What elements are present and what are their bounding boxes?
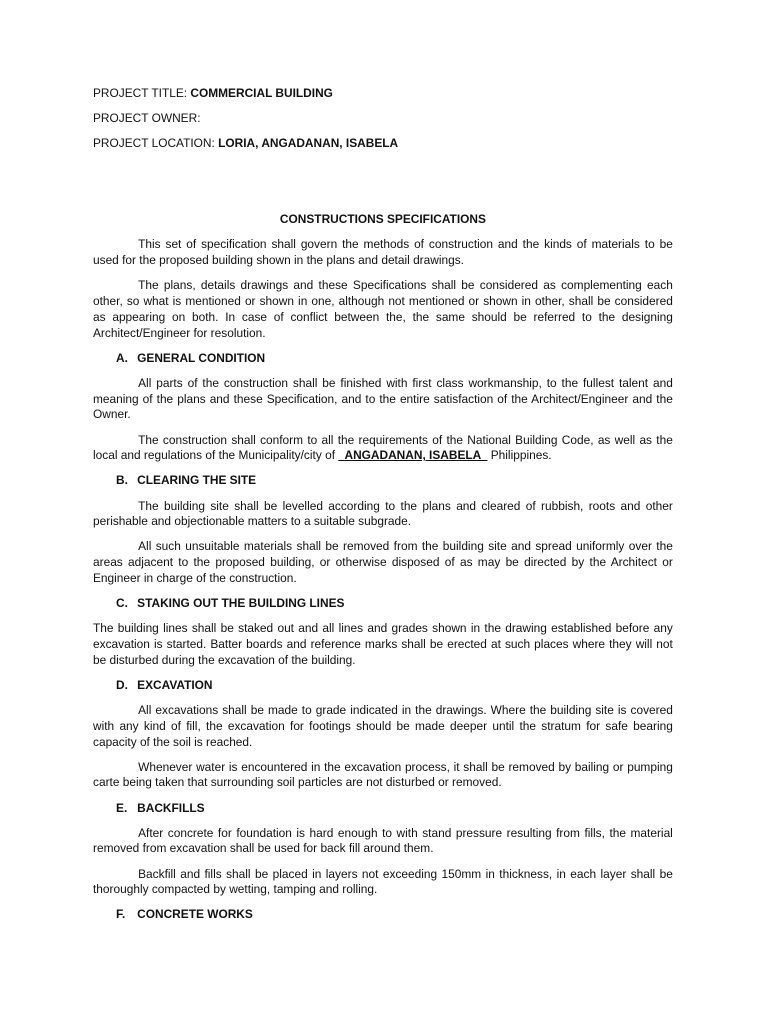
section-b-paragraph-1: The building site shall be levelled according to the plans and cleared of rubbish, roots and other perishable and objectionable matters to a suitable subgrade. (93, 498, 673, 529)
section-title: CONCRETE WORKS (137, 907, 253, 922)
project-owner-label: PROJECT OWNER: (93, 111, 201, 126)
section-title: GENERAL CONDITION (137, 350, 266, 365)
section-letter: B. (116, 473, 128, 488)
intro-paragraph-1: This set of specification shall govern the methods of construction and the kinds of materials to be used for the proposed building shown in the plans and detail drawings. (93, 237, 673, 268)
section-heading-general-condition (93, 351, 673, 367)
section-title: BACKFILLS (137, 800, 205, 815)
section-heading-concrete-works (93, 907, 673, 923)
project-location-line (93, 136, 673, 152)
section-letter: E. (116, 800, 128, 815)
section-b-paragraph-2: All such unsuitable materials shall be removed from the building site and spread uniformly over the areas adjacent to the proposed building, or otherwise disposed of as may be directed by the Architect or Engineer in charge of the construction. (93, 539, 673, 585)
section-letter: F. (116, 907, 126, 922)
project-title-label: PROJECT TITLE: (93, 86, 191, 100)
document-heading: CONSTRUCTIONS SPECIFICATIONS (279, 212, 486, 227)
project-title-line (93, 86, 673, 102)
section-e-paragraph-2: Backfill and fills shall be placed in layers not exceeding 150mm in thickness, in each layer shall be thoroughly compacted by wetting, tamping and rolling. (93, 866, 673, 897)
project-location-label: PROJECT LOCATION: (93, 136, 219, 151)
section-heading-staking-out (93, 596, 673, 612)
document-body (93, 86, 673, 923)
section-d-paragraph-1: All excavations shall be made to grade indicated in the drawings. Where the building site is covered with any kind of fill, the excavation for footings should be made deeper until the stratum for safe bearing capacity of the soil is reached. (93, 702, 673, 749)
section-a-p2-text: The construction shall conform to all the requirements of the National Building Code, as well as the local and regulations of the Municipality/city of (93, 432, 673, 463)
municipality-name: ANGADANAN, ISABELA (338, 448, 488, 463)
project-location-value: LORIA, ANGADANAN, ISABELA (218, 136, 399, 151)
spacer (93, 161, 673, 212)
section-letter: C. (116, 596, 128, 611)
section-a-p2-end: Philippines. (487, 448, 552, 463)
section-heading-clearing-the-site (93, 473, 673, 489)
section-a-paragraph-2 (93, 433, 673, 465)
section-a-paragraph-1: All parts of the construction shall be finished with first class workmanship, to the fullest talent and meaning of the plans and these Specification, and to the entire satisfaction of the Architect/Engineer and the Owner. (93, 375, 673, 422)
project-title-value: COMMERCIAL BUILDING (190, 86, 333, 100)
section-heading-backfills (93, 801, 673, 817)
section-letter: A. (116, 350, 128, 365)
section-c-paragraph-1: The building lines shall be staked out and all lines and grades shown in the drawing established before any excavation is started. Batter boards and reference marks shall be erected at such places where they will not be disturbed during the excavation of the building. (93, 621, 673, 667)
section-title: EXCAVATION (137, 677, 213, 692)
section-e-paragraph-1: After concrete for foundation is hard enough to with stand pressure resulting from fills, the material removed from excavation shall be used for back fill around them. (93, 825, 673, 856)
section-title: CLEARING THE SITE (137, 473, 257, 488)
section-title: STAKING OUT THE BUILDING LINES (137, 596, 345, 611)
section-heading-excavation (93, 678, 673, 694)
project-owner-line (93, 111, 673, 127)
intro-paragraph-2: The plans, details drawings and these Specifications shall be considered as complementing each other, so what is mentioned or shown in one, although not mentioned or shown in other, shall be considered as appearing on both. In case of conflict between the, the same should be referred to the designing Architect/Engineer for resolution. (93, 278, 673, 340)
document-page (4, 0, 741, 1024)
section-letter: D. (116, 677, 128, 692)
section-d-paragraph-2: Whenever water is encountered in the excavation process, it shall be removed by bailing or pumping carte being taken that surrounding soil particles are not disturbed or removed. (93, 759, 673, 790)
